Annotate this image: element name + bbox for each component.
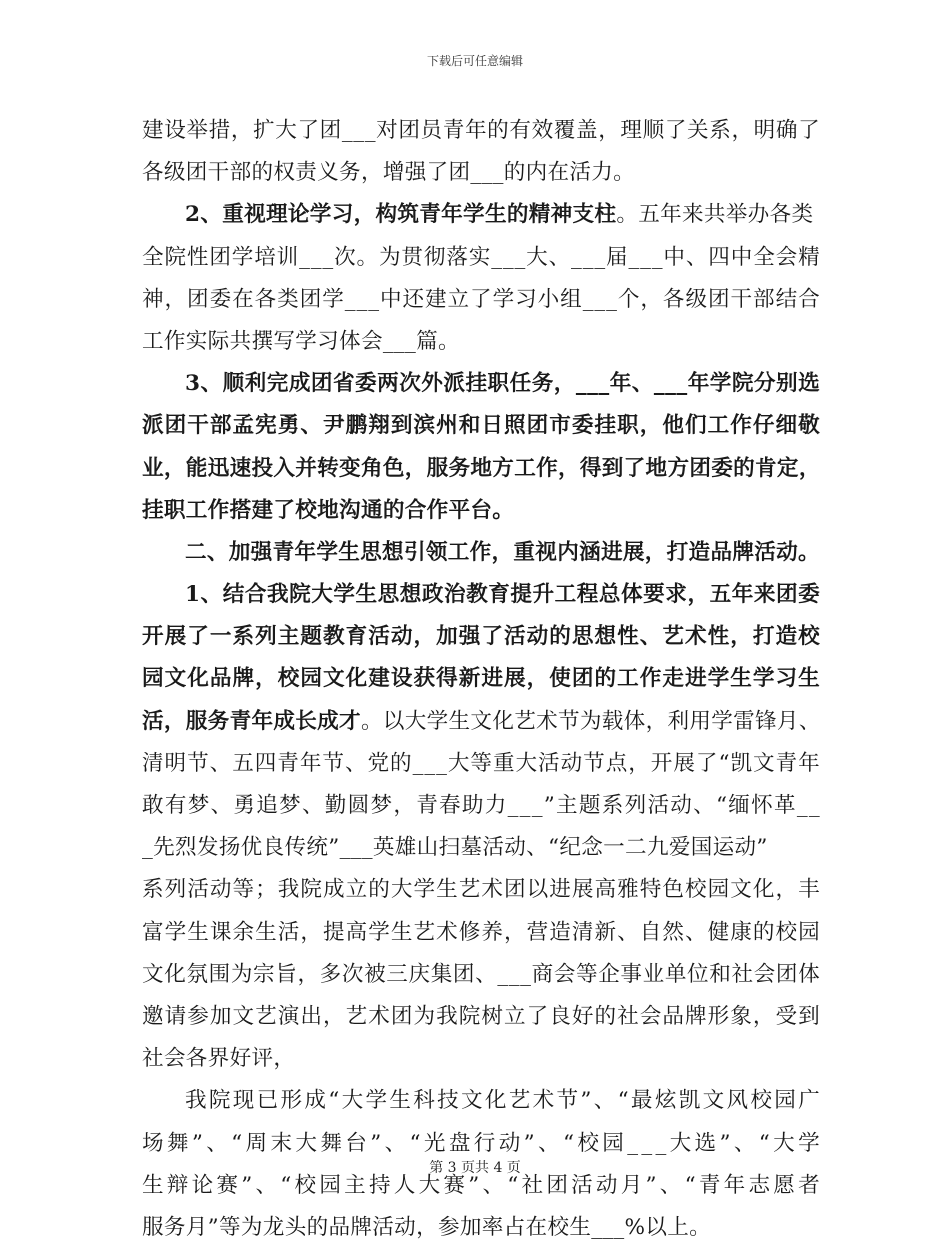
text-line: 社会各界好评， (142, 1046, 296, 1072)
text-line: 建设举措，扩大了团___对团员青年的有效覆盖，理顺了关系，明确了 (142, 118, 821, 143)
text-line: 1、结合我院大学生思想政治教育提升工程总体要求，五年来团委 (185, 582, 821, 608)
text-line: 服务月”等为龙头的品牌活动，参加率占在校生___%以上。 (142, 1214, 712, 1240)
text-line: 开展了一系列主题教育活动，加强了活动的思想性、艺术性，打造校 (142, 624, 821, 650)
bold-segment: 2、重视理论学习，构筑青年学生的精神支柱 (185, 202, 617, 228)
text-line: 生辩论赛”、“校园主持人大赛”、“社团活动月”、“青年志愿者 (142, 1172, 823, 1198)
text-line: 清明节、五四青年节、党的___大等重大活动节点，开展了“凯文青年 (142, 750, 821, 776)
text-line: 二、加强青年学生思想引领工作，重视内涵进展，打造品牌活动。 (185, 539, 820, 565)
text-line: 敢有梦、勇追梦、勤圆梦，青春助力___”主题系列活动、“缅怀革__ (142, 793, 821, 818)
text-line: 工作实际共撰写学习体会___篇。 (142, 328, 460, 354)
text-line (142, 194, 820, 236)
text-line: 业，能迅速投入并转变角色，服务地方工作，得到了地方团委的肯定， (142, 455, 821, 481)
text-line: 园文化品牌，校园文化建设获得新进展，使团的工作走进学生学习生 (142, 666, 821, 692)
text-line: 挂职工作搭建了校地沟通的合作平台。 (142, 497, 515, 523)
text-line (142, 701, 820, 743)
normal-segment: 。五年来共举办各类 (616, 202, 814, 228)
text-line: 我院现已形成“大学生科技文化艺术节”、“最炫凯文风校园广 (185, 1088, 822, 1114)
text-line: 场舞”、“周末大舞台”、“光盘行动”、“校园___大选”、“大学 (142, 1130, 824, 1156)
document-body (142, 110, 824, 1249)
text-line: 各级团干部的权责义务，增强了团___的内在活力。 (142, 160, 636, 186)
text-line: 3、顺利完成团省委两次外派挂职任务，___年、___年学院分别选 (185, 371, 821, 397)
text-line: 文化氛围为宗旨，多次被三庆集团、___商会等企事业单位和社会团体 (142, 961, 821, 987)
page-header: 下载后可任意编辑 (426, 54, 523, 68)
page-footer: 第 3 页共 4 页 (429, 1160, 521, 1176)
text-line: 系列活动等；我院成立的大学生艺术团以进展高雅特色校园文化，丰 (142, 877, 821, 903)
text-line: 邀请参加文艺演出，艺术团为我院树立了良好的社会品牌形象，受到 (142, 1003, 821, 1029)
text-line: 富学生课余生活，提高学生艺术修养，营造清新、自然、健康的校园 (142, 919, 821, 945)
text-line: _先烈发扬优良传统”___英雄山扫墓活动、“纪念一二九爱国运动” (142, 835, 768, 861)
text-line: 全院性团学培训___次。为贯彻落实___大、___届___中、四中全会精 (142, 244, 821, 270)
bold-segment: 活，服务青年成长成才 (142, 708, 361, 734)
text-line: 派团干部孟宪勇、尹鹏翔到滨州和日照团市委挂职，他们工作仔细敬 (142, 413, 821, 439)
text-line: 神，团委在各类团学___中还建立了学习小组___个，各级团干部结合 (142, 286, 821, 312)
normal-segment: 。以大学生文化艺术节为载体，利用学雷锋月、 (360, 708, 821, 734)
